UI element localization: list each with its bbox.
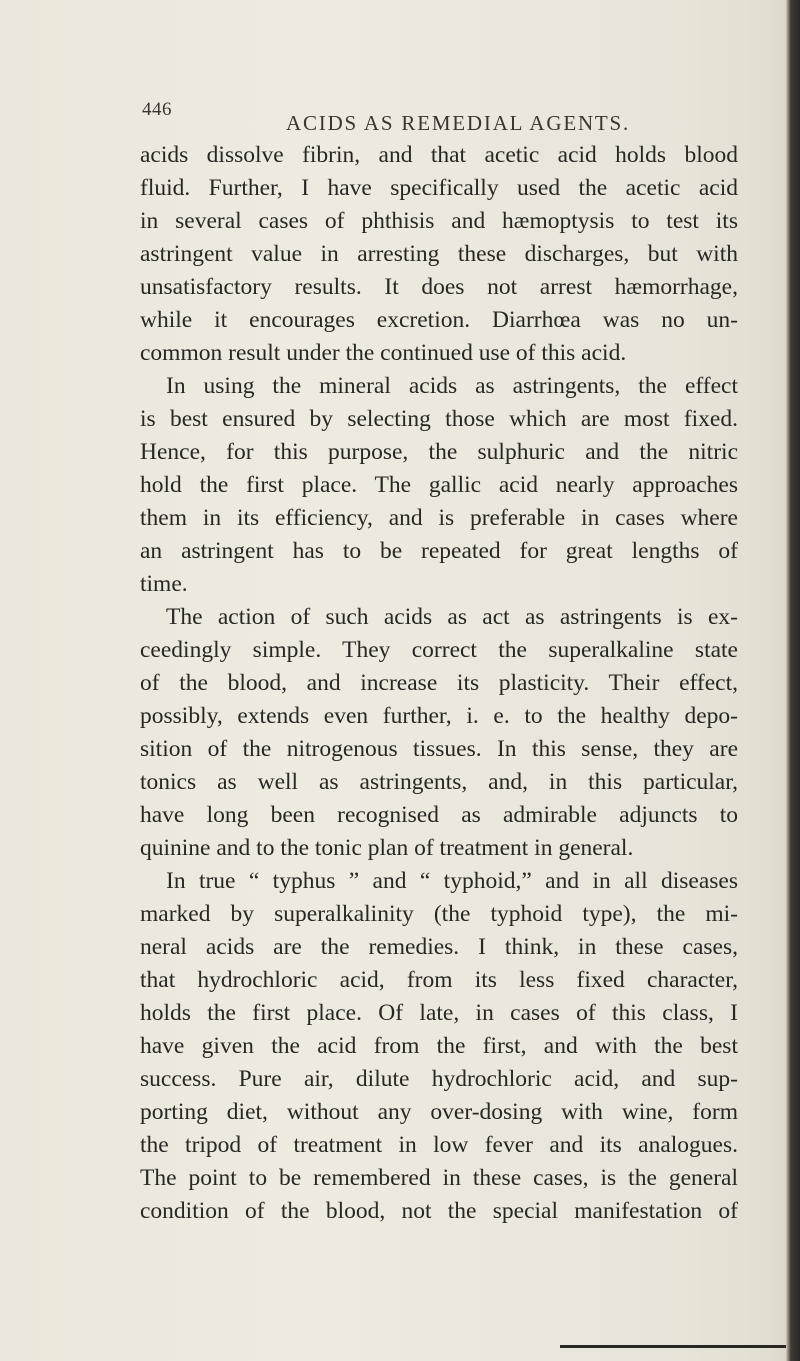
running-head: ACIDS AS REMEDIAL AGENTS.: [286, 111, 631, 135]
text-line: unsatisfactory results. It does not arrest hæmorrhage,: [140, 274, 738, 300]
text-line: neral acids are the remedies. I think, in these cases,: [140, 934, 738, 960]
text-line: holds the first place. Of late, in cases of this class, I: [140, 1000, 738, 1026]
text-line: astringent value in arresting these discharges, but with: [140, 241, 738, 267]
text-line: Hence, for this purpose, the sulphuric and the nitric: [140, 439, 738, 465]
text-line: sition of the nitrogenous tissues. In this sense, they are: [140, 736, 738, 762]
page-number: 446: [142, 99, 172, 120]
text-line: have long been recognised as admirable adjuncts to: [140, 802, 738, 828]
text-line: acids dissolve fibrin, and that acetic acid holds blood: [140, 142, 738, 168]
text-line: quinine and to the tonic plan of treatment in general.: [140, 835, 634, 861]
text-line: success. Pure air, dilute hydrochloric acid, and sup-: [140, 1066, 738, 1092]
text-line: In true “ typhus ” and “ typhoid,” and in all diseases: [166, 868, 738, 894]
text-line: that hydrochloric acid, from its less fixed character,: [140, 967, 738, 993]
text-line: In using the mineral acids as astringents, the effect: [166, 373, 738, 399]
text-line: condition of the blood, not the special manifestation of: [140, 1198, 738, 1224]
bottom-edge-shadow: [560, 1345, 786, 1348]
text-line: while it encourages excretion. Diarrhœa was no un-: [140, 307, 738, 333]
text-line: hold the first place. The gallic acid nearly approaches: [140, 472, 738, 498]
text-line: is best ensured by selecting those which are most fixed.: [140, 406, 738, 432]
text-line: porting diet, without any over-dosing with wine, form: [140, 1099, 738, 1125]
text-line: The action of such acids as act as astringents is ex-: [166, 604, 738, 630]
body-text: [140, 139, 738, 1228]
text-line: possibly, extends even further, i. e. to the healthy depo-: [140, 703, 738, 729]
text-line: marked by superalkalinity (the typhoid type), the mi-: [140, 901, 738, 927]
text-line: ceedingly simple. They correct the superalkaline state: [140, 637, 738, 663]
book-gutter: [786, 0, 800, 1361]
text-line: have given the acid from the first, and with the best: [140, 1033, 738, 1059]
text-line: of the blood, and increase its plasticity. Their effect,: [140, 670, 738, 696]
text-line: fluid. Further, I have specifically used the acetic acid: [140, 175, 738, 201]
text-line: an astringent has to be repeated for great lengths of: [140, 538, 738, 564]
text-line: them in its efficiency, and is preferable in cases where: [140, 505, 738, 531]
text-line: time.: [140, 571, 188, 597]
text-line: The point to be remembered in these cases, is the general: [140, 1165, 738, 1191]
text-line: tonics as well as astringents, and, in this particular,: [140, 769, 738, 795]
text-line: in several cases of phthisis and hæmoptysis to test its: [140, 208, 738, 234]
text-line: the tripod of treatment in low fever and its analogues.: [140, 1132, 738, 1158]
text-line: common result under the continued use of this acid.: [140, 340, 627, 366]
